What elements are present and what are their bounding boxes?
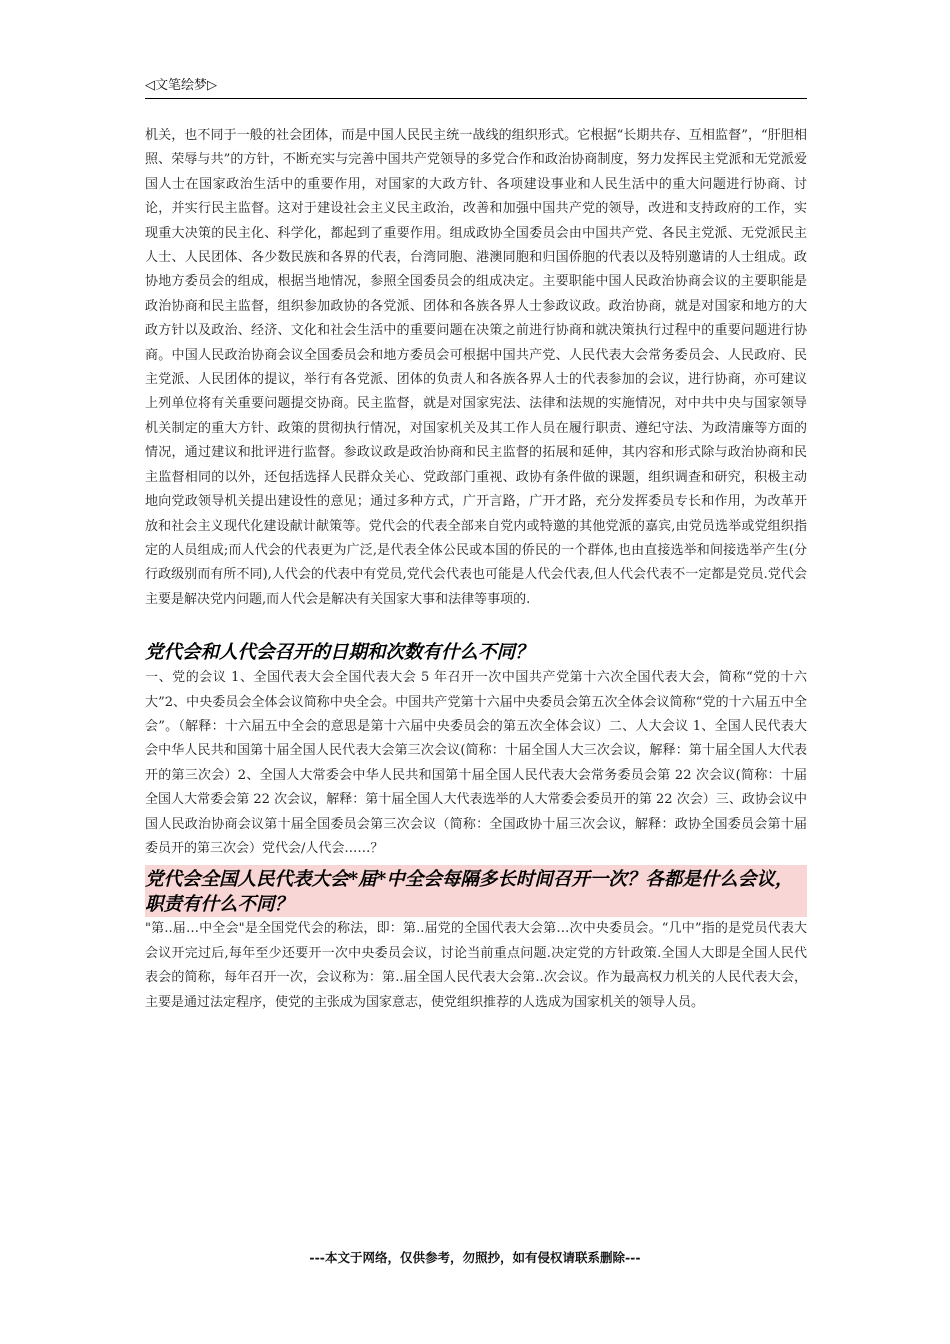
page-footer-notice: ---本文于网络，仅供参考，勿照抄，如有侵权请联系删除--- [309, 1250, 641, 1265]
paragraph-dates: 一、党的会议 1、全国代表大会全国代表大会 5 年召开一次中国共产党第十六次全国代表大会，简称“党的十六大”2、中央委员会全体会议简称中央全会。中国共产党第十六届中央委员会第五次全体会议简称“党的十六届五中全会”。（解释：十六届五中全会的意思是第十六届中央委员会的第五次全体会议）二、人大会议 1、全国人民代表大会中华人民共和国第十届全国人民代表大会第三次会议(简称：十届全国人大三次会议，解释：第十届全国人大代表开的第三次会）2、全国人大常委会中华人民共和国第十届全国人民代表大会常务委员会第 22 次会议(简称：十届全国人大常委会第 22 次会议，解释：第十届全国人大代表选举的人大常委会委员开的第 22 次会）三、政协会议中国人民政治协商会议第十届全国委员会第三次会议（简称：全国政协十届三次会议，解释：政协全国委员会第十届委员开的第三次会）党代会/人代会……？ [145, 670, 807, 856]
header-logo-text: ◁文笔绘梦▷ [145, 78, 217, 93]
section-heading-frequency: 党代会全国人民代表大会*届*中全会每隔多长时间召开一次？各都是什么会议，职责有什么不同？ [145, 865, 807, 917]
document-body [145, 124, 807, 1015]
paragraph-frequency: "第..届…中全会"是全国党代会的称法，即：第..届党的全国代表大会第…次中央委员会。“几中”指的是党员代表大会议开完过后,每年至少还要开一次中央委员会议，讨论当前重点问题.决定党的方针政策.全国人大即是全国人民代表会的简称，每年召开一次，会议称为：第..届全国人民代表大会第..次会议。作为最高权力机关的人民代表大会，主要是通过法定程序，使党的主张成为国家意志，使党组织推荐的人选成为国家机关的领导人员。 [145, 921, 807, 1010]
page-header [145, 74, 807, 99]
intro-paragraph: 机关，也不同于一般的社会团体，而是中国人民民主统一战线的组织形式。它根据“长期共存、互相监督”，“肝胆相照、荣辱与共”的方针，不断充实与完善中国共产党领导的多党合作和政治协商制度，努力发挥民主党派和无党派爱国人士在国家政治生活中的重要作用，对国家的大政方针、各项建设事业和人民生活中的重大问题进行协商、讨论，并实行民主监督。这对于建设社会主义民主政治，改善和加强中国共产党的领导，改进和支持政府的工作，实现重大决策的民主化、科学化，都起到了重要作用。组成政协全国委员会由中国共产党、各民主党派、无党派民主人士、人民团体、各少数民族和各界的代表，台湾同胞、港澳同胞和归国侨胞的代表以及特别邀请的人士组成。政协地方委员会的组成，根据当地情况，参照全国委员会的组成决定。主要职能中国人民政治协商会议的主要职能是政治协商和民主监督，组织参加政协的各党派、团体和各族各界人士参政议政。政治协商，就是对国家和地方的大政方针以及政治、经济、文化和社会生活中的重要问题在决策之前进行协商和就决策执行过程中的重要问题进行协商。中国人民政治协商会议全国委员会和地方委员会可根据中国共产党、人民代表大会常务委员会、人民政府、民主党派、人民团体的提议，举行有各党派、团体的负责人和各族各界人士的代表参加的会议，进行协商，亦可建议上列单位将有关重要问题提交协商。民主监督，就是对国家宪法、法律和法规的实施情况，对中共中央与国家领导机关制定的重大方针、政策的贯彻执行情况，对国家机关及其工作人员在履行职责、遵纪守法、为政清廉等方面的情况，通过建议和批评进行监督。参政议政是政治协商和民主监督的拓展和延伸，其内容和形式除与政治协商和民主监督相同的以外，还包括选择人民群众关心、党政部门重视、政协有条件做的课题，组织调查和研究，积极主动地向党政领导机关提出建设性的意见；通过多种方式，广开言路，广开才路，充分发挥委员专长和作用，为改革开放和社会主义现代化建设献计献策等。党代会的代表全部来自党内或特邀的其他党派的嘉宾,由党员选举或党组织指定的人员组成;而人代会的代表更为广泛,是代表全体公民或本国的侨民的一个群体,也由直接选举和间接选举产生(分行政级别而有所不同),人代会的代表中有党员,党代会代表也可能是人代会代表,但人代会代表不一定都是党员.党代会主要是解决党内问题,而人代会是解决有关国家大事和法律等事项的. [145, 128, 807, 607]
section-heading-dates: 党代会和人代会召开的日期和次数有什么不同？ [145, 642, 534, 664]
